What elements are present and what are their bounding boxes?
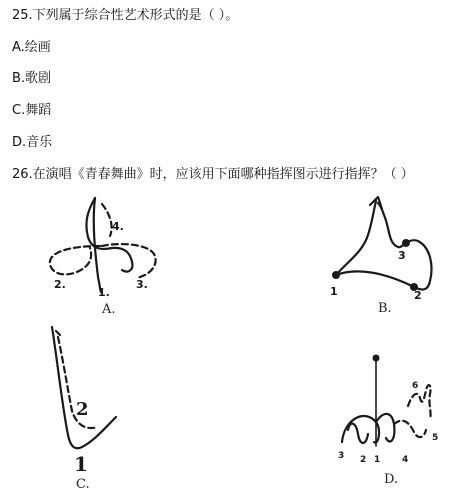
figure-d-beat-2: 2 <box>360 455 367 465</box>
figure-b-caption: B. <box>378 301 392 316</box>
figure-d-beat-4: 4 <box>402 455 409 465</box>
figure-c-beat-2: 2 <box>76 399 89 420</box>
q25-option-c: C.舞蹈 <box>12 103 52 118</box>
figure-d-caption: D. <box>384 472 399 487</box>
figure-b-beat-2: 2 <box>414 289 422 302</box>
figure-a-caption: A. <box>102 302 116 317</box>
conducting-figure-c <box>38 325 158 495</box>
q25-option-d: D.音乐 <box>12 135 53 150</box>
figure-a-beat-3: 3. <box>136 278 148 291</box>
conducting-figure-b <box>318 195 448 320</box>
figure-d-beat-3: 3 <box>338 451 345 461</box>
conducting-figure-a <box>40 192 180 317</box>
figure-a-beat-2: 2. <box>54 278 66 291</box>
figure-d-beat-6: 6 <box>412 381 419 391</box>
figure-b-point-1 <box>332 271 340 279</box>
figure-c-caption: C. <box>76 477 90 492</box>
figure-c-beat-1: 1 <box>74 452 88 476</box>
conducting-pattern-a-diagram <box>40 192 180 297</box>
conducting-pattern-b-diagram <box>318 195 448 300</box>
figure-b-point-3 <box>402 239 410 247</box>
figure-b-beat-3: 3 <box>398 249 406 262</box>
q25-stem: 25.下列属于综合性艺术形式的是（ ）。 <box>12 8 239 23</box>
q26-stem: 26.在演唱《青春舞曲》时，应该用下面哪种指挥图示进行指挥？（ ） <box>12 167 414 182</box>
q25-option-a: A.绘画 <box>12 40 51 55</box>
conducting-pattern-c-diagram <box>38 325 158 475</box>
figure-d-beat-1: 1 <box>374 455 381 465</box>
conducting-figure-d <box>328 350 458 490</box>
figure-a-beat-1: 1. <box>98 286 110 299</box>
q25-option-b: B.歌剧 <box>12 71 52 86</box>
conducting-pattern-d-diagram <box>328 350 458 468</box>
figure-b-beat-1: 1 <box>330 285 338 298</box>
figure-a-beat-4: 4. <box>112 220 124 233</box>
figure-d-beat-5: 5 <box>432 433 439 443</box>
figure-d-start-point <box>373 355 380 362</box>
